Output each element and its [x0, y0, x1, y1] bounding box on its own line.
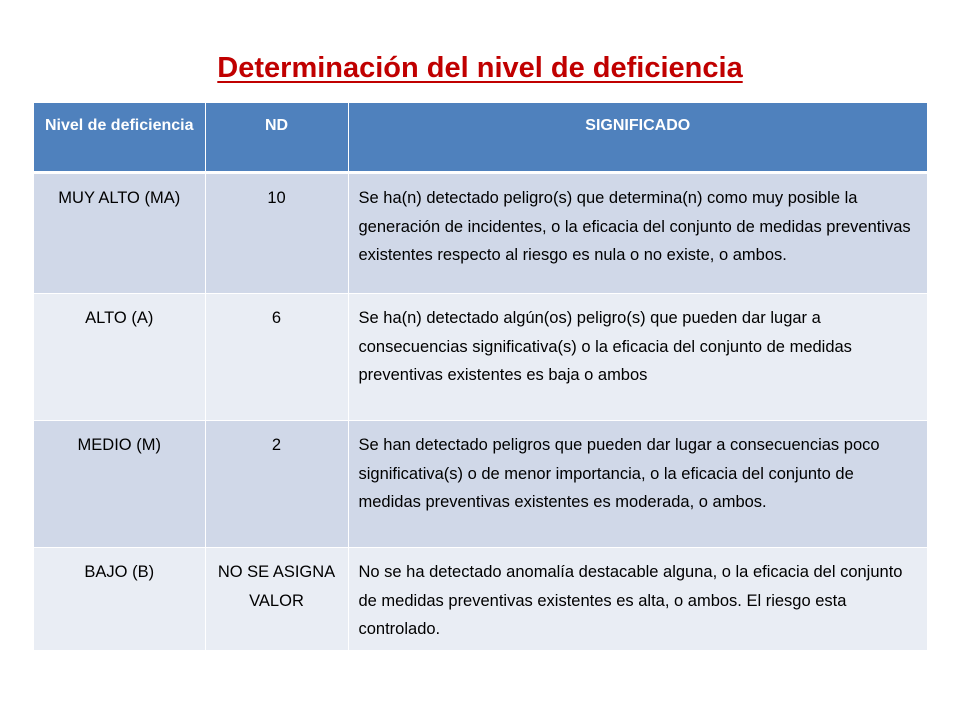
header-significado: SIGNIFICADO — [348, 103, 927, 173]
table-row — [34, 294, 927, 421]
deficiency-table — [34, 103, 927, 651]
cell-significado: Se ha(n) detectado peligro(s) que determina(n) como muy posible la generación de incidentes, o la eficacia del conjunto de medidas preventivas existentes respecto al riesgo es nula o no existe, o ambos. — [348, 173, 927, 294]
cell-nivel: MUY ALTO (MA) — [34, 173, 205, 294]
cell-nd: NO SE ASIGNA VALOR — [205, 548, 348, 651]
cell-nd: 10 — [205, 173, 348, 294]
cell-nd: 2 — [205, 421, 348, 548]
table-row — [34, 173, 927, 294]
cell-nivel: MEDIO (M) — [34, 421, 205, 548]
cell-significado: Se ha(n) detectado algún(os) peligro(s) que pueden dar lugar a consecuencias significativa(s) o la eficacia del conjunto de medidas preventivas existentes es baja o ambos — [348, 294, 927, 421]
header-nivel: Nivel de deficiencia — [34, 103, 205, 173]
table-header-row — [34, 103, 927, 173]
cell-significado: Se han detectado peligros que pueden dar lugar a consecuencias poco significativa(s) o de menor importancia, o la eficacia del conjunto de medidas preventivas existentes es moderada, o ambos. — [348, 421, 927, 548]
cell-significado: No se ha detectado anomalía destacable alguna, o la eficacia del conjunto de medidas preventivas existentes es alta, o ambos. El riesgo esta controlado. — [348, 548, 927, 651]
table-row — [34, 421, 927, 548]
page-title: Determinación del nivel de deficiencia — [217, 52, 743, 84]
table-row — [34, 548, 927, 651]
cell-nivel: BAJO (B) — [34, 548, 205, 651]
cell-nivel: ALTO (A) — [34, 294, 205, 421]
cell-nd: 6 — [205, 294, 348, 421]
header-nd: ND — [205, 103, 348, 173]
